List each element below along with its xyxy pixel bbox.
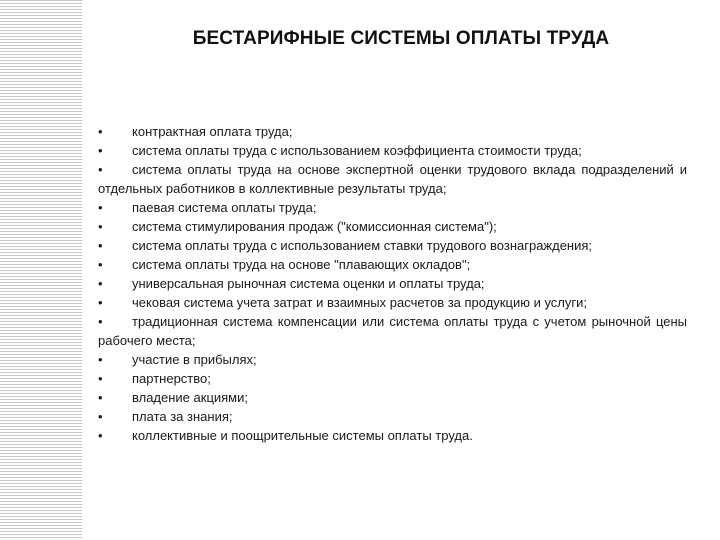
list-item-text: плата за знания; (132, 409, 233, 424)
bullet-icon: • (98, 409, 103, 424)
list-item-text: паевая система оплаты труда; (132, 200, 317, 215)
bullet-icon: • (98, 143, 103, 158)
list-item (98, 312, 687, 350)
list-item (98, 293, 687, 312)
bullet-icon: • (98, 238, 103, 253)
bullet-icon: • (98, 352, 103, 367)
list-item (98, 160, 687, 198)
bullet-icon: • (98, 295, 103, 310)
list-item (98, 407, 687, 426)
list-item (98, 141, 687, 160)
list-item (98, 198, 687, 217)
bullet-icon: • (98, 124, 103, 139)
list-item-text: контрактная оплата труда; (132, 124, 293, 139)
list-item-text: система оплаты труда на основе "плавающих окладов"; (132, 257, 471, 272)
list-item-text: традиционная система компенсации или система оплаты труда с учетом рыночной цены рабочего места; (98, 314, 687, 348)
list-item-text: система оплаты труда на основе экспертной оценки трудового вклада подразделений и отдельных работников в коллективные результаты труда; (98, 162, 687, 196)
bullet-icon: • (98, 200, 103, 215)
bullet-icon: • (98, 162, 103, 177)
bullet-icon: • (98, 371, 103, 386)
list-item-text: универсальная рыночная система оценки и оплаты труда; (132, 276, 485, 291)
decorative-stripe-band (0, 0, 82, 540)
list-item-text: система оплаты труда с использованием ставки трудового вознаграждения; (132, 238, 593, 253)
list-item-text: чековая система учета затрат и взаимных расчетов за продукцию и услуги; (132, 295, 587, 310)
list-item (98, 388, 687, 407)
list-item (98, 122, 687, 141)
list-item-text: система оплаты труда с использованием коэффициента стоимости труда; (132, 143, 582, 158)
list-item (98, 236, 687, 255)
list-item (98, 255, 687, 274)
bullet-list (98, 122, 687, 445)
list-item-text: коллективные и поощрительные системы оплаты труда. (132, 428, 473, 443)
bullet-icon: • (98, 257, 103, 272)
bullet-icon: • (98, 276, 103, 291)
bullet-icon: • (98, 314, 103, 329)
list-item (98, 274, 687, 293)
list-item-text: владение акциями; (132, 390, 248, 405)
list-item (98, 426, 687, 445)
list-item (98, 369, 687, 388)
list-item (98, 350, 687, 369)
list-item-text: участие в прибылях; (132, 352, 257, 367)
slide-title: БЕСТАРИФНЫЕ СИСТЕМЫ ОПЛАТЫ ТРУДА (192, 28, 610, 49)
bullet-icon: • (98, 390, 103, 405)
list-item (98, 217, 687, 236)
bullet-icon: • (98, 428, 103, 443)
list-item-text: система стимулирования продаж ("комиссионная система"); (132, 219, 497, 234)
list-item-text: партнерство; (132, 371, 211, 386)
bullet-icon: • (98, 219, 103, 234)
